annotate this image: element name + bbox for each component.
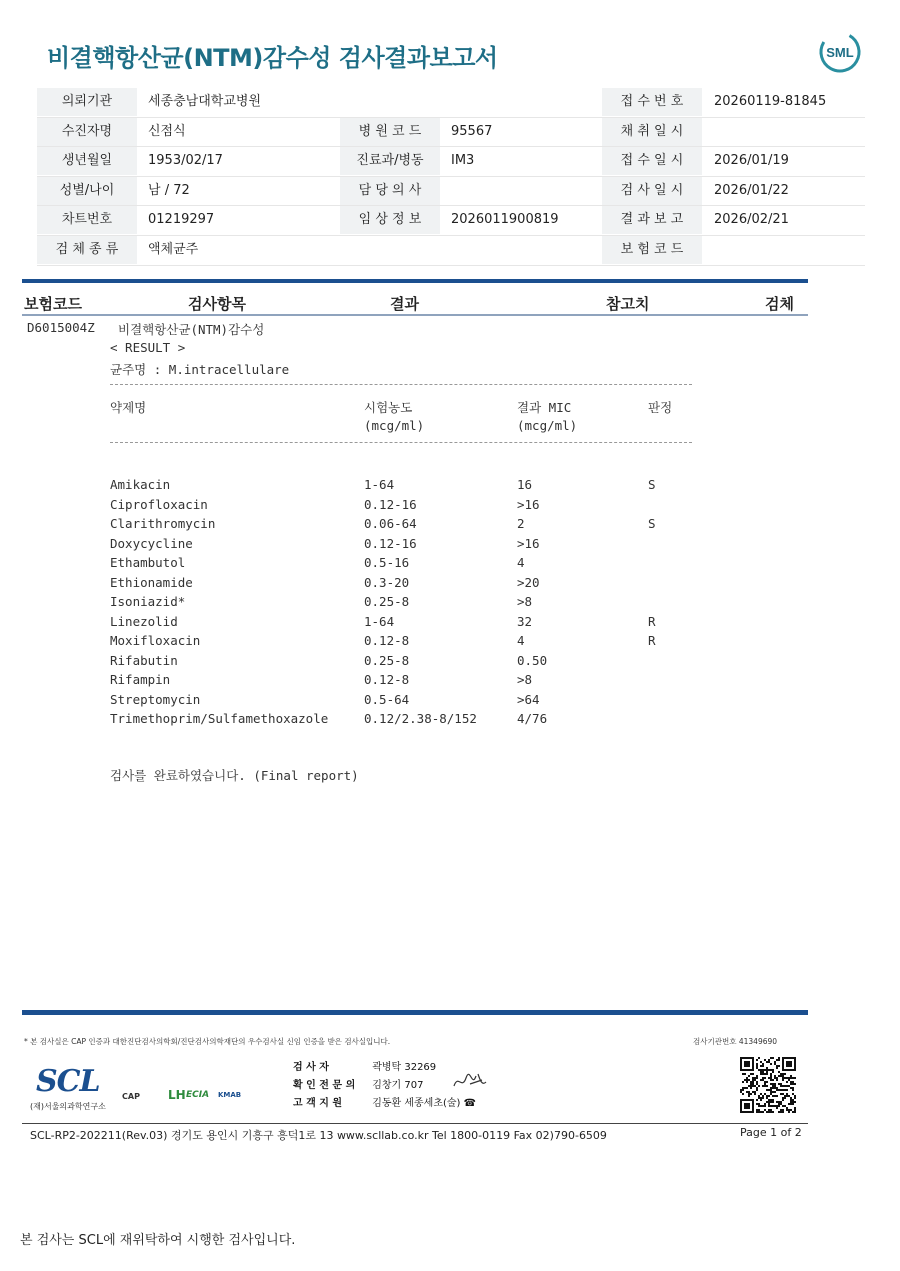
info-label: 검 체 종 류 bbox=[37, 236, 137, 264]
header-rule bbox=[22, 314, 808, 316]
info-label: 의뢰기관 bbox=[37, 88, 137, 116]
info-value: 01219297 bbox=[148, 212, 215, 228]
info-value: 20260119-81845 bbox=[714, 94, 827, 109]
signer-role: 검 사 자 bbox=[293, 1062, 329, 1073]
info-label: 진료과/병동 bbox=[340, 147, 440, 175]
header-result: 결과 bbox=[390, 295, 419, 313]
signer-name: 곽병탁 32269 bbox=[372, 1062, 437, 1073]
kmab-logo: KMAB bbox=[218, 1091, 242, 1099]
signer-name: 김창기 707 bbox=[372, 1080, 424, 1091]
result-label: < RESULT > bbox=[110, 340, 186, 355]
drug-mic: >16 bbox=[517, 535, 540, 551]
drug-mic: 4/76 bbox=[517, 711, 548, 726]
drug-name: Ethambutol bbox=[110, 555, 186, 570]
drug-mic: >8 bbox=[517, 594, 533, 609]
sml-logo-text: SML bbox=[826, 45, 854, 60]
info-row bbox=[37, 147, 865, 177]
drug-interpretation: R bbox=[648, 633, 656, 648]
page-number: Page 1 of 2 bbox=[740, 1126, 802, 1139]
drug-test-range: 0.12-8 bbox=[364, 633, 410, 648]
drug-mic: 32 bbox=[517, 613, 533, 629]
col-mic-line2: (mcg/ml) bbox=[517, 418, 578, 433]
drug-name: Clarithromycin bbox=[110, 516, 216, 531]
info-label: 생년월일 bbox=[37, 147, 137, 175]
drug-name: Trimethoprim/Sulfamethoxazole bbox=[110, 711, 329, 726]
info-value: 세종충남대학교병원 bbox=[148, 94, 262, 109]
address-rule bbox=[22, 1123, 808, 1124]
signer-specialist bbox=[293, 1076, 423, 1091]
info-row bbox=[37, 88, 865, 118]
drug-name: Linezolid bbox=[110, 613, 178, 629]
drug-mic: 4 bbox=[517, 633, 525, 648]
drug-mic: 16 bbox=[517, 477, 533, 492]
drug-interpretation: R bbox=[648, 613, 656, 629]
info-label: 접 수 번 호 bbox=[602, 88, 702, 116]
info-label: 수진자명 bbox=[37, 118, 137, 146]
info-row bbox=[37, 177, 865, 207]
organism-line: 균주명 : M.intracellulare bbox=[110, 362, 290, 377]
test-name: 비결핵항산균(NTM)감수성 bbox=[118, 322, 265, 337]
drug-test-range: 1-64 bbox=[364, 613, 395, 629]
col-interpretation: 판정 bbox=[648, 400, 673, 415]
certification-note: * 본 검사실은 CAP 인증과 대한진단검사의학회/진단검사의학재단의 우수검사실 신임 인증을 받은 검사실입니다. bbox=[24, 1037, 391, 1046]
drug-test-range: 0.5-16 bbox=[364, 555, 410, 570]
drug-test-range: 0.12-16 bbox=[364, 535, 417, 551]
info-label: 보 험 코 드 bbox=[602, 236, 702, 264]
header-reference: 참고치 bbox=[606, 295, 650, 313]
info-value: 2026/01/19 bbox=[714, 153, 789, 169]
signer-role: 확 인 전 문 의 bbox=[293, 1080, 356, 1091]
drug-test-range: 0.3-20 bbox=[364, 574, 410, 590]
info-label: 성별/나이 bbox=[37, 177, 137, 205]
drug-name: Amikacin bbox=[110, 477, 171, 492]
info-row bbox=[37, 236, 865, 266]
footer-address: SCL-RP2-202211(Rev.03) 경기도 용인시 기흥구 흥덕1로 13 www.scllab.co.kr Tel 1800-0119 Fax 02)790-6509 bbox=[30, 1129, 607, 1142]
drug-name: Rifampin bbox=[110, 672, 171, 687]
info-value: 2026/02/21 bbox=[714, 212, 789, 228]
cap-logo: CAP bbox=[122, 1092, 140, 1101]
info-label: 검 사 일 시 bbox=[602, 177, 702, 205]
info-value: 1953/02/17 bbox=[148, 153, 223, 169]
info-value: 2026011900819 bbox=[451, 212, 559, 228]
drug-mic: 4 bbox=[517, 555, 525, 570]
patient-info-table bbox=[37, 88, 865, 266]
drug-name: Ethionamide bbox=[110, 574, 193, 590]
info-label: 차트번호 bbox=[37, 206, 137, 234]
signer-role: 고 객 지 원 bbox=[293, 1098, 343, 1109]
test-code: D6015004Z bbox=[27, 320, 95, 335]
dashed-divider bbox=[110, 442, 692, 443]
ecia-logo: ECIA bbox=[186, 1090, 210, 1100]
info-value: 2026/01/22 bbox=[714, 182, 789, 198]
drug-test-range: 1-64 bbox=[364, 477, 395, 492]
drug-interpretation: S bbox=[648, 477, 656, 492]
bottom-rule bbox=[22, 1010, 808, 1015]
drug-test-range: 0.12-16 bbox=[364, 496, 417, 512]
drug-test-range: 0.12/2.38-8/152 bbox=[364, 711, 477, 726]
bottom-note: 본 검사는 SCL에 재위탁하여 시행한 검사입니다. bbox=[20, 1233, 296, 1248]
lab-number: 검사기관번호 41349690 bbox=[693, 1037, 778, 1046]
col-range-line1: 시험농도 bbox=[364, 400, 413, 415]
document-title: 비결핵항산균(NTM)감수성 검사결과보고서 bbox=[47, 44, 498, 72]
signer-support bbox=[293, 1094, 476, 1109]
header-specimen: 검체 bbox=[765, 295, 794, 313]
drug-interpretation: S bbox=[648, 516, 656, 531]
info-value: 액체균주 bbox=[148, 241, 199, 257]
certification-logos bbox=[122, 1088, 242, 1110]
drug-name: Ciprofloxacin bbox=[110, 496, 208, 512]
drug-name: Isoniazid* bbox=[110, 594, 186, 609]
qr-code bbox=[740, 1057, 796, 1113]
drug-name: Moxifloxacin bbox=[110, 633, 201, 648]
drug-mic: >64 bbox=[517, 691, 540, 707]
signer-tester bbox=[293, 1058, 436, 1073]
drug-mic: 0.50 bbox=[517, 652, 548, 668]
info-value: 남 / 72 bbox=[148, 182, 190, 198]
drug-test-range: 0.25-8 bbox=[364, 594, 410, 609]
drug-name: Doxycycline bbox=[110, 535, 193, 551]
drug-mic: >16 bbox=[517, 496, 540, 512]
drug-test-range: 0.5-64 bbox=[364, 691, 410, 707]
info-label: 담 당 의 사 bbox=[340, 177, 440, 205]
signer-name: 김동환 세종세초(술) ☎ bbox=[372, 1098, 477, 1109]
col-drug: 약제명 bbox=[110, 400, 147, 415]
info-row bbox=[37, 118, 865, 148]
drug-test-range: 0.06-64 bbox=[364, 516, 417, 531]
scl-logo: SCL bbox=[36, 1064, 100, 1099]
drug-mic: 2 bbox=[517, 516, 525, 531]
dashed-divider bbox=[110, 384, 692, 385]
drug-name: Streptomycin bbox=[110, 691, 201, 707]
sml-logo bbox=[818, 30, 862, 74]
header-test-item: 검사항목 bbox=[188, 295, 246, 313]
info-row bbox=[37, 206, 865, 236]
info-label: 접 수 일 시 bbox=[602, 147, 702, 175]
drug-name: Rifabutin bbox=[110, 652, 178, 668]
info-value: 신점식 bbox=[148, 123, 186, 139]
drug-mic: >8 bbox=[517, 672, 533, 687]
info-label: 임 상 정 보 bbox=[340, 206, 440, 234]
header-insurance-code: 보험코드 bbox=[24, 295, 82, 313]
info-label: 채 취 일 시 bbox=[602, 118, 702, 146]
col-range-line2: (mcg/ml) bbox=[364, 418, 425, 433]
info-label: 병 원 코 드 bbox=[340, 118, 440, 146]
info-value: 95567 bbox=[451, 123, 493, 139]
drug-test-range: 0.12-8 bbox=[364, 672, 410, 687]
drug-test-range: 0.25-8 bbox=[364, 652, 410, 668]
info-value: IM3 bbox=[451, 153, 475, 169]
top-rule bbox=[22, 279, 808, 283]
signature-image bbox=[452, 1070, 488, 1092]
final-report-note: 검사를 완료하였습니다. (Final report) bbox=[110, 768, 359, 783]
lh-logo: LH bbox=[168, 1088, 186, 1102]
drug-mic: >20 bbox=[517, 574, 540, 590]
col-mic-line1: 결과 MIC bbox=[517, 400, 572, 415]
scl-name: (재)서울의과학연구소 bbox=[30, 1102, 106, 1111]
info-label: 결 과 보 고 bbox=[602, 206, 702, 234]
